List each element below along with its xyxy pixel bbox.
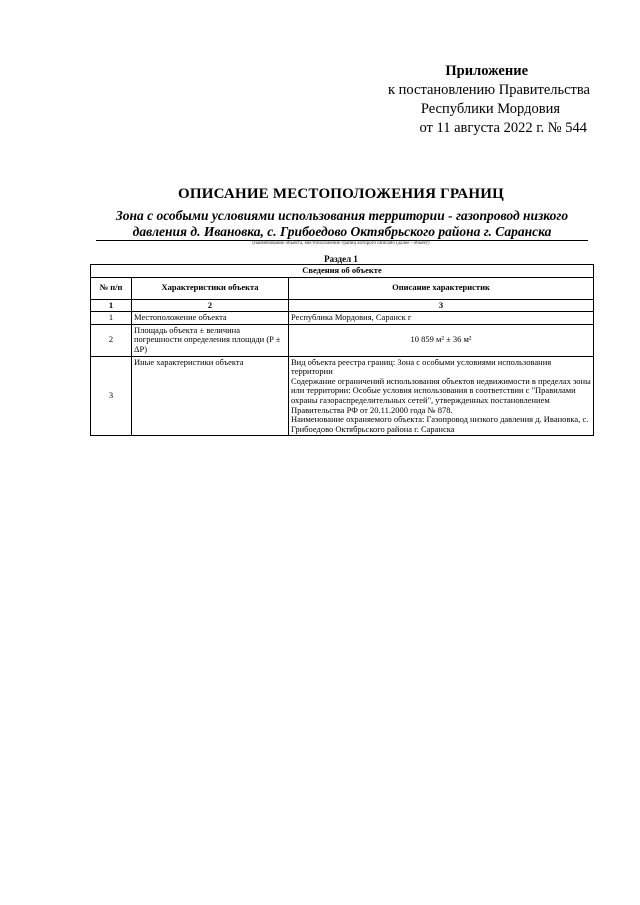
row-number: 2 <box>91 324 132 356</box>
row-characteristic: Местоположение объекта <box>132 312 289 325</box>
column-number-3: 3 <box>289 299 594 312</box>
document-heading: ОПИСАНИЕ МЕСТОПОЛОЖЕНИЯ ГРАНИЦ <box>178 186 504 202</box>
row-characteristic: Иные характеристики объекта <box>132 356 289 436</box>
object-info-table <box>90 264 594 436</box>
row-description: Республика Мордовия, Саранск г <box>289 312 594 325</box>
appendix-line-1: к постановлению Правительства <box>388 82 590 98</box>
column-number-1: 1 <box>91 299 132 312</box>
object-subtitle <box>96 208 588 241</box>
header-number: № п/п <box>91 277 132 299</box>
appendix-line-3: от 11 августа 2022 г. № 544 <box>419 120 587 136</box>
row-number: 3 <box>91 356 132 436</box>
description-paragraph: Наименование охраняемого объекта: Газопровод низкого давления д. Ивановка, с. Грибоедово Октябрьского района г. Саранска <box>291 414 589 434</box>
table-caption: Сведения об объекте <box>91 265 594 278</box>
header-description: Описание характеристик <box>289 277 594 299</box>
subtitle-note: (наименование объекта, местоположение границ которого описано (далее - объект) <box>252 241 430 246</box>
description-paragraph: Содержание ограничений использования объектов недвижимости в пределах зоны или территории: Особые условия использования в соответствии с "Правилами охраны газораспределительных сетей", утвержденных постановлением Правительства РФ от 20.11.2000 года № 878. <box>291 375 591 415</box>
row-description: 10 859 м² ± 36 м² <box>289 324 594 356</box>
row-characteristic: Площадь объекта ± величина погрешности определения площади (P ± ΔP) <box>132 324 289 356</box>
table-row <box>91 324 594 356</box>
row-number: 1 <box>91 312 132 325</box>
row-description <box>289 356 594 436</box>
column-number-2: 2 <box>132 299 289 312</box>
description-paragraph: Вид объекта реестра границ: Зона с особыми условиями использования территории <box>291 356 552 377</box>
table-row <box>91 312 594 325</box>
header-characteristic: Характеристики объекта <box>132 277 289 299</box>
appendix-block <box>340 62 590 138</box>
appendix-line-2: Республики Мордовия <box>420 101 560 117</box>
subtitle-line-2: давления д. Ивановка, с. Грибоедово Октябрьского района г. Саранска <box>96 224 588 241</box>
subtitle-line-1: Зона с особыми условиями использования территории - газопровод низкого <box>115 208 569 223</box>
appendix-title: Приложение <box>445 63 528 79</box>
table-row <box>91 356 594 436</box>
section-label: Раздел 1 <box>324 254 358 264</box>
